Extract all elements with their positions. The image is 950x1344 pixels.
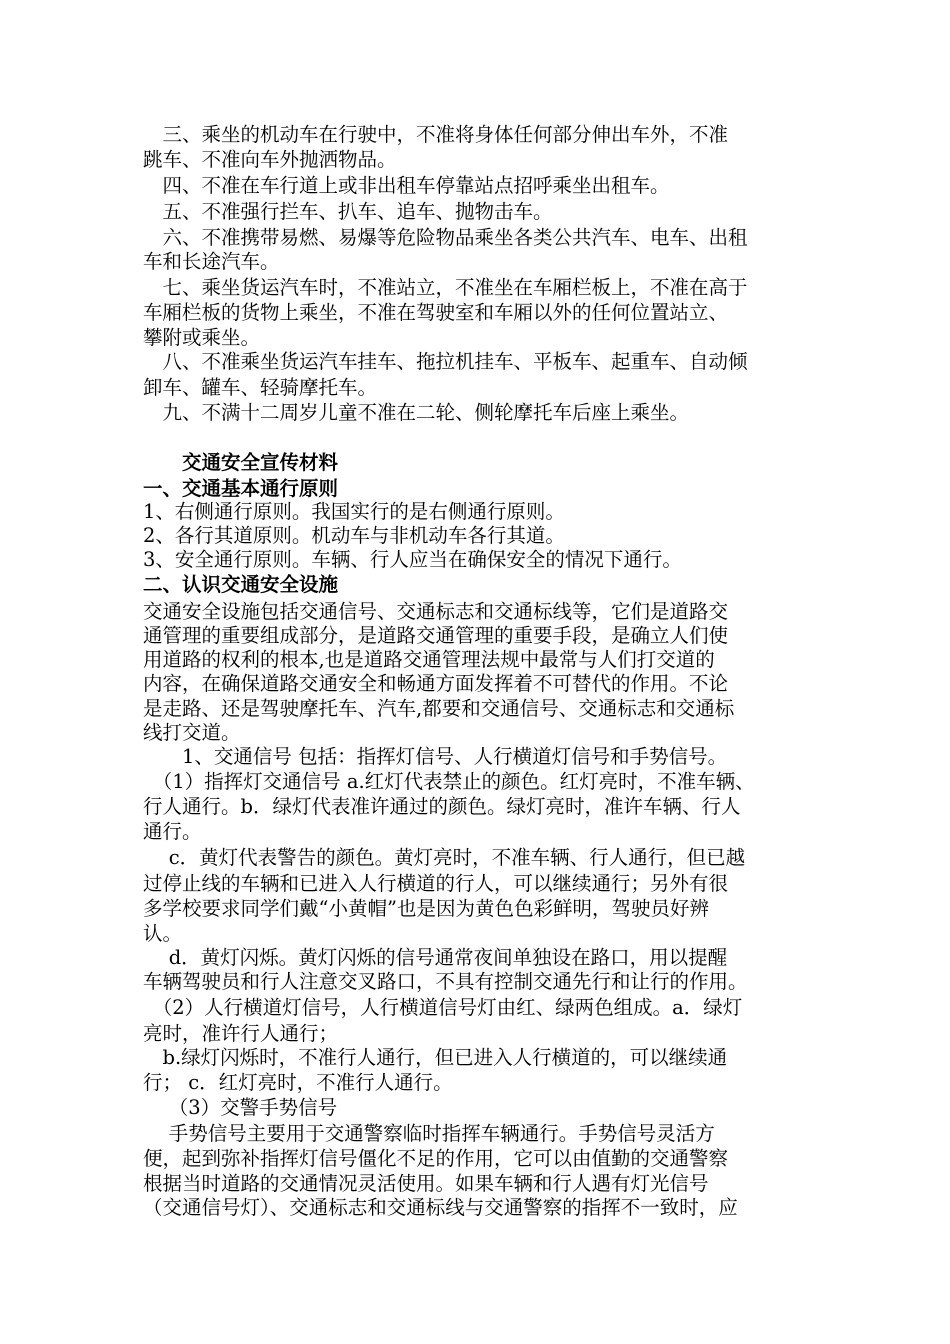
text-line: 四、不准在车行道上或非出租车停靠站点招呼乘坐出租车。 <box>143 174 670 197</box>
text-line: 车和长途汽车。 <box>143 250 280 273</box>
text-line: 交通安全设施包括交通信号、交通标志和交通标线等，它们是道路交 <box>143 600 729 623</box>
text-line: 根据当时道路的交通情况灵活使用。如果车辆和行人遇有灯光信号 <box>143 1172 709 1195</box>
text-line: 三、乘坐的机动车在行驶中，不准将身体任何部分伸出车外，不准 <box>143 123 729 146</box>
text-line: 九、不满十二周岁儿童不准在二轮、侧轮摩托车后座上乘坐。 <box>143 401 690 424</box>
text-line: 手势信号主要用于交通警察临时指挥车辆通行。手势信号灵活方 <box>143 1122 715 1145</box>
text-line: 通管理的重要组成部分，是道路交通管理的重要手段，是确立人们使 <box>143 624 729 647</box>
text-line: 是走路、还是驾驶摩托车、汽车,都要和交通信号、交通标志和交通标 <box>143 697 735 720</box>
text-line: （交通信号灯）、交通标志和交通标线与交通警察的指挥不一致时，应 <box>143 1196 738 1219</box>
text-line: 五、不准强行拦车、扒车、追车、抛物击车。 <box>143 200 553 223</box>
text-line: 通行。 <box>143 820 202 843</box>
text-line: 行人通行。b．绿灯代表准许通过的颜色。绿灯亮时，准许车辆、行人 <box>143 795 741 818</box>
text-line: 过停止线的车辆和已进入人行横道的行人，可以继续通行；另外有很 <box>143 872 729 895</box>
document-title: 交通安全宣传材料 <box>143 451 339 474</box>
text-line: 行； c．红灯亮时，不准行人通行。 <box>143 1071 453 1094</box>
text-line: 八、不准乘坐货运汽车挂车、拖拉机挂车、平板车、起重车、自动倾 <box>143 350 748 373</box>
text-line: 2、各行其道原则。机动车与非机动车各行其道。 <box>143 524 565 547</box>
text-line: 跳车、不准向车外抛洒物品。 <box>143 148 397 171</box>
text-line: （2）人行横道灯信号，人行横道信号灯由红、绿两色组成。a．绿灯 <box>143 996 743 1019</box>
text-line: 1、交通信号 包括：指挥灯信号、人行横道灯信号和手势信号。 <box>143 745 728 768</box>
text-line: 便，起到弥补指挥灯信号僵化不足的作用，它可以由值勤的交通警察 <box>143 1147 729 1170</box>
text-line: b.绿灯闪烁时，不准行人通行，但已进入人行横道的，可以继续通 <box>143 1046 728 1069</box>
text-line: 亮时，准许行人通行； <box>143 1022 339 1045</box>
section-heading: 二、认识交通安全设施 <box>143 573 339 596</box>
text-line: 1、右侧通行原则。我国实行的是右侧通行原则。 <box>143 500 565 523</box>
text-line: c．黄灯代表警告的颜色。黄灯亮时，不准车辆、行人通行，但已越 <box>143 846 746 869</box>
text-line: （3）交警手势信号 <box>143 1096 338 1119</box>
text-line: 3、安全通行原则。车辆、行人应当在确保安全的情况下通行。 <box>143 548 682 571</box>
text-line: 攀附或乘坐。 <box>143 326 261 349</box>
text-line: d．黄灯闪烁。黄灯闪烁的信号通常夜间单独设在路口，用以提醒 <box>143 946 728 969</box>
text-line: 内容，在确保道路交通安全和畅通方面发挥着不可替代的作用。不论 <box>143 672 729 695</box>
text-line: 七、乘坐货运汽车时，不准站立，不准坐在车厢栏板上，不准在高于 <box>143 276 748 299</box>
section-heading: 一、交通基本通行原则 <box>143 477 339 500</box>
text-line: 车厢栏板的货物上乘坐，不准在驾驶室和车厢以外的任何位置站立、 <box>143 301 729 324</box>
text-line: 用道路的权利的根本,也是道路交通管理法规中最常与人们打交道的 <box>143 648 715 671</box>
text-line: 六、不准携带易燃、易爆等危险物品乘坐各类公共汽车、电车、出租 <box>143 226 748 249</box>
text-line: 多学校要求同学们戴“小黄帽”也是因为黄色色彩鲜明，驾驶员好辨 <box>143 897 709 920</box>
text-line: 认。 <box>143 922 183 945</box>
text-line: 线打交道。 <box>143 721 241 744</box>
text-line: 车辆驾驶员和行人注意交叉路口，不具有控制交通先行和让行的作用。 <box>143 970 748 993</box>
text-line: （1）指挥灯交通信号 a.红灯代表禁止的颜色。红灯亮时，不准车辆、 <box>143 770 755 793</box>
text-line: 卸车、罐车、轻骑摩托车。 <box>143 376 378 399</box>
